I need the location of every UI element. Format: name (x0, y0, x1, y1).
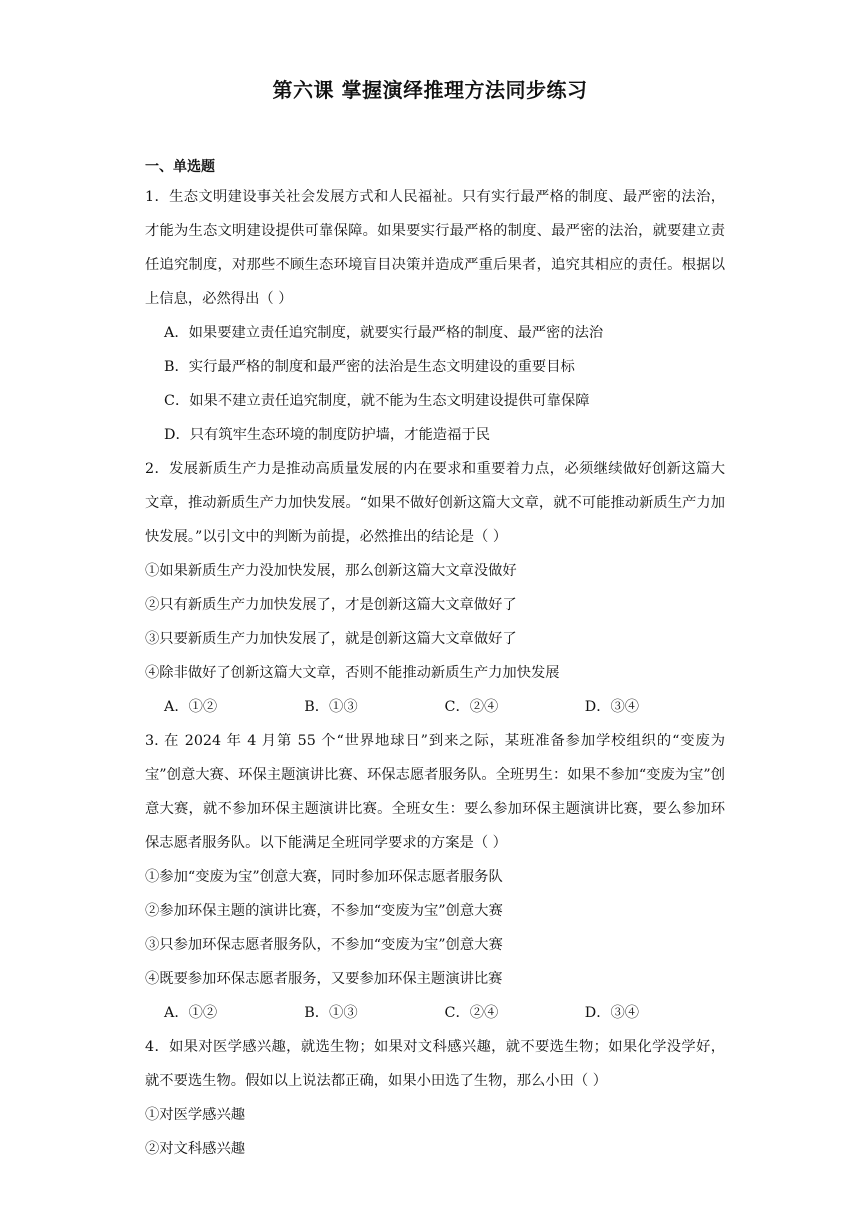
question-3 (145, 724, 725, 1030)
question-3-option-c: C．②④ (444, 1005, 499, 1021)
document-title: 第六课 掌握演绎推理方法同步练习 (272, 78, 588, 102)
question-2-option-a: A．①② (164, 699, 218, 715)
question-3-stem: 3. 在 2024 年 4 月第 55 个“世界地球日”到来之际，某班准备参加学校组织的“变废为宝”创意大赛、环保主题演讲比赛、环保志愿者服务队。全班男生：如果不参加“变废为宝”创意大赛，就不参加环保主题演讲比赛。全班女生：要么参加环保主题演讲比赛，要么参加环保志愿者服务队。以下能满足全班同学要求的方案是（ ） (145, 733, 725, 851)
question-2-statement-3: ③只要新质生产力加快发展了，就是创新这篇大文章做好了 (145, 631, 517, 647)
question-2-statement-1: ①如果新质生产力没加快发展，那么创新这篇大文章没做好 (145, 563, 517, 579)
question-1-option-c: C．如果不建立责任追究制度，就不能为生态文明建设提供可靠保障 (164, 393, 590, 409)
question-3-statement-4: ④既要参加环保志愿者服务，又要参加环保主题演讲比赛 (145, 971, 503, 987)
question-2-options (164, 690, 725, 724)
question-4-stem: 4．如果对医学感兴趣，就选生物；如果对文科感兴趣，就不要选生物；如果化学没学好，就不要选生物。假如以上说法都正确，如果小田选了生物，那么小田（ ） (145, 1039, 725, 1089)
question-3-option-b: B．①③ (304, 1005, 358, 1021)
question-1-option-b: B．实行最严格的制度和最严密的法治是生态文明建设的重要目标 (164, 359, 575, 375)
question-4-statement-1: ①对医学感兴趣 (145, 1107, 246, 1123)
question-2-option-c: C．②④ (444, 699, 499, 715)
question-3-option-d: D．③④ (584, 1005, 640, 1021)
question-3-statement-2: ②参加环保主题的演讲比赛，不参加“变废为宝”创意大赛 (145, 903, 503, 919)
question-2-option-b: B．①③ (304, 699, 358, 715)
question-4 (145, 1030, 725, 1166)
question-2 (145, 452, 725, 724)
question-2-statement-2: ②只有新质生产力加快发展了，才是创新这篇大文章做好了 (145, 597, 517, 613)
question-1-option-a: A．如果要建立责任追究制度，就要实行最严格的制度、最严密的法治 (164, 325, 604, 341)
question-1-option-d: D．只有筑牢生态环境的制度防护墙，才能造福于民 (164, 427, 490, 443)
question-2-option-d: D．③④ (584, 699, 640, 715)
question-1-stem: 1．生态文明建设事关社会发展方式和人民福祉。只有实行最严格的制度、最严密的法治，才能为生态文明建设提供可靠保障。如果要实行最严格的制度、最严密的法治，就要建立责任追究制度，对那些不顾生态环境盲目决策并造成严重后果者，追究其相应的责任。根据以上信息，必然得出（ ） (145, 189, 725, 307)
question-2-statement-4: ④除非做好了创新这篇大文章，否则不能推动新质生产力加快发展 (145, 665, 560, 681)
section-heading: 一、单选题 (145, 159, 215, 175)
question-3-options (164, 996, 725, 1030)
question-3-statement-3: ③只参加环保志愿者服务队，不参加“变废为宝”创意大赛 (145, 937, 503, 953)
question-3-statement-1: ①参加“变废为宝”创意大赛，同时参加环保志愿者服务队 (145, 869, 503, 885)
question-3-option-a: A．①② (164, 1005, 218, 1021)
question-1 (145, 180, 725, 452)
question-2-stem: 2．发展新质生产力是推动高质量发展的内在要求和重要着力点，必须继续做好创新这篇大文章，推动新质生产力加快发展。“如果不做好创新这篇大文章，就不可能推动新质生产力加快发展。”以引文中的判断为前提，必然推出的结论是（ ） (145, 461, 725, 545)
question-4-statement-2: ②对文科感兴趣 (145, 1141, 246, 1157)
document-content (145, 156, 725, 1166)
